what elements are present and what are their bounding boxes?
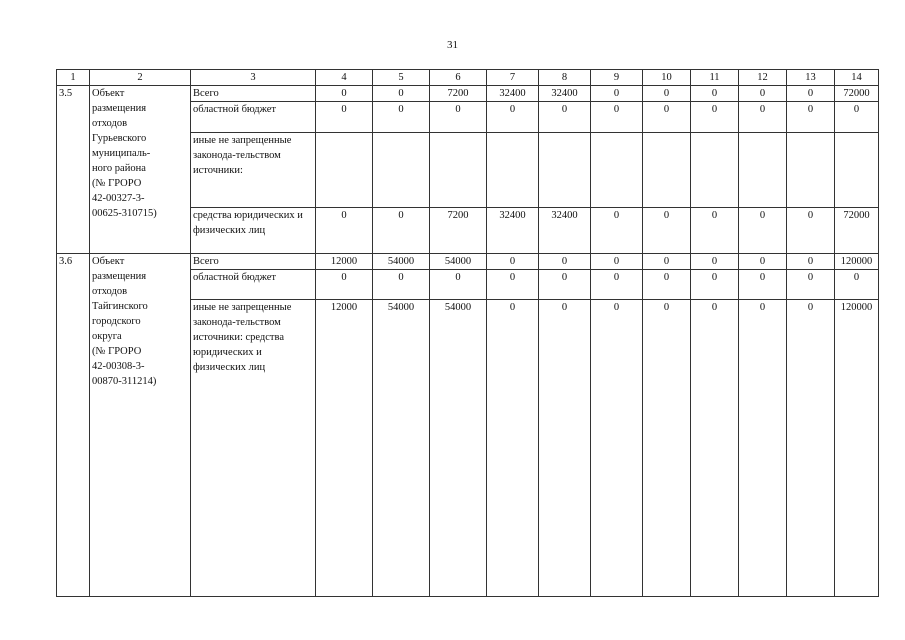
value-cell: 0 xyxy=(430,270,487,300)
value-cell: 0 xyxy=(787,270,835,300)
value-cell: 0 xyxy=(691,102,739,133)
value-cell: 54000 xyxy=(373,300,430,597)
object-name-line: ного района xyxy=(92,163,146,174)
object-name xyxy=(90,86,191,254)
header-cell: 7 xyxy=(487,70,539,86)
value-cell xyxy=(691,133,739,208)
value-cell: 32400 xyxy=(487,86,539,102)
value-cell: 0 xyxy=(316,270,373,300)
value-cell: 0 xyxy=(787,254,835,270)
header-cell: 10 xyxy=(643,70,691,86)
object-name-line: 42-00327-3- xyxy=(92,193,145,204)
value-cell: 0 xyxy=(691,270,739,300)
funding-source: иные не запрещенные законода-тельством источники: xyxy=(191,133,316,208)
value-cell: 0 xyxy=(316,208,373,254)
budget-table xyxy=(56,69,879,597)
object-name-line: 00870-311214) xyxy=(92,376,157,387)
value-cell: 0 xyxy=(591,270,643,300)
object-name-line: 00625-310715) xyxy=(92,208,157,219)
value-cell xyxy=(643,133,691,208)
value-cell xyxy=(835,133,879,208)
value-cell: 0 xyxy=(787,300,835,597)
value-cell: 0 xyxy=(591,208,643,254)
funding-source: средства юридических и физических лиц xyxy=(191,208,316,254)
header-cell: 13 xyxy=(787,70,835,86)
value-cell: 0 xyxy=(643,270,691,300)
value-cell: 0 xyxy=(835,102,879,133)
value-cell: 32400 xyxy=(539,86,591,102)
object-name-line: отходов xyxy=(92,118,128,129)
value-cell: 0 xyxy=(643,208,691,254)
object-name-line: Объект xyxy=(92,256,125,267)
value-cell: 0 xyxy=(691,86,739,102)
value-cell: 12000 xyxy=(316,300,373,597)
header-cell: 14 xyxy=(835,70,879,86)
value-cell: 12000 xyxy=(316,254,373,270)
value-cell: 54000 xyxy=(430,254,487,270)
page-number: 31 xyxy=(447,39,458,51)
object-name-line: 42-00308-3- xyxy=(92,361,145,372)
object-name-line: (№ ГРОРО xyxy=(92,178,142,189)
value-cell: 0 xyxy=(691,254,739,270)
value-cell xyxy=(373,133,430,208)
header-cell: 6 xyxy=(430,70,487,86)
value-cell: 0 xyxy=(539,300,591,597)
object-name-line: размещения xyxy=(92,103,147,114)
value-cell: 0 xyxy=(487,300,539,597)
value-cell: 0 xyxy=(739,86,787,102)
header-cell: 11 xyxy=(691,70,739,86)
value-cell: 0 xyxy=(835,270,879,300)
value-cell: 0 xyxy=(430,102,487,133)
value-cell: 0 xyxy=(373,270,430,300)
value-cell xyxy=(539,133,591,208)
object-name-line: округа xyxy=(92,331,122,342)
header-cell: 4 xyxy=(316,70,373,86)
section-number: 3.5 xyxy=(57,86,90,254)
object-name-line: городского xyxy=(92,316,141,327)
value-cell: 0 xyxy=(487,270,539,300)
value-cell: 0 xyxy=(787,208,835,254)
value-cell: 0 xyxy=(487,102,539,133)
value-cell: 0 xyxy=(787,86,835,102)
header-cell: 12 xyxy=(739,70,787,86)
value-cell xyxy=(739,133,787,208)
value-cell: 72000 xyxy=(835,208,879,254)
value-cell: 0 xyxy=(643,300,691,597)
object-name-line: размещения xyxy=(92,271,147,282)
value-cell: 0 xyxy=(539,254,591,270)
value-cell xyxy=(787,133,835,208)
object-name-line: муниципаль- xyxy=(92,148,151,159)
value-cell: 0 xyxy=(739,300,787,597)
header-cell: 3 xyxy=(191,70,316,86)
funding-source: областной бюджет xyxy=(191,270,316,300)
table-row xyxy=(57,86,879,102)
value-cell: 32400 xyxy=(539,208,591,254)
value-cell: 0 xyxy=(591,102,643,133)
value-cell: 0 xyxy=(739,254,787,270)
value-cell: 0 xyxy=(373,86,430,102)
value-cell: 120000 xyxy=(835,254,879,270)
value-cell: 32400 xyxy=(487,208,539,254)
value-cell: 0 xyxy=(787,102,835,133)
object-name-line: Объект xyxy=(92,88,125,99)
value-cell: 0 xyxy=(643,86,691,102)
value-cell: 0 xyxy=(487,254,539,270)
value-cell: 120000 xyxy=(835,300,879,597)
value-cell: 0 xyxy=(591,86,643,102)
value-cell: 72000 xyxy=(835,86,879,102)
value-cell: 0 xyxy=(591,254,643,270)
header-cell: 9 xyxy=(591,70,643,86)
value-cell: 7200 xyxy=(430,208,487,254)
value-cell xyxy=(316,133,373,208)
funding-source: Всего xyxy=(191,254,316,270)
value-cell: 0 xyxy=(539,270,591,300)
object-name-line: отходов xyxy=(92,286,128,297)
value-cell: 54000 xyxy=(373,254,430,270)
value-cell: 0 xyxy=(373,208,430,254)
funding-source: Всего xyxy=(191,86,316,102)
funding-source: областной бюджет xyxy=(191,102,316,133)
header-cell: 2 xyxy=(90,70,191,86)
value-cell xyxy=(430,133,487,208)
table-row xyxy=(57,254,879,270)
value-cell xyxy=(487,133,539,208)
value-cell: 0 xyxy=(691,208,739,254)
header-cell: 5 xyxy=(373,70,430,86)
value-cell: 0 xyxy=(643,254,691,270)
object-name xyxy=(90,254,191,597)
value-cell: 0 xyxy=(373,102,430,133)
header-row xyxy=(57,70,879,86)
value-cell: 0 xyxy=(739,208,787,254)
header-cell: 8 xyxy=(539,70,591,86)
value-cell: 0 xyxy=(539,102,591,133)
value-cell: 0 xyxy=(316,86,373,102)
value-cell: 0 xyxy=(316,102,373,133)
object-name-line: (№ ГРОРО xyxy=(92,346,142,357)
value-cell: 0 xyxy=(591,300,643,597)
object-name-line: Тайгинского xyxy=(92,301,148,312)
value-cell: 0 xyxy=(739,102,787,133)
value-cell xyxy=(591,133,643,208)
funding-source: иные не запрещенные законода-тельством источники: средства юридических и физических лиц xyxy=(191,300,316,597)
object-name-line: Гурьевского xyxy=(92,133,147,144)
section-number: 3.6 xyxy=(57,254,90,597)
header-cell: 1 xyxy=(57,70,90,86)
value-cell: 0 xyxy=(691,300,739,597)
value-cell: 54000 xyxy=(430,300,487,597)
value-cell: 7200 xyxy=(430,86,487,102)
value-cell: 0 xyxy=(739,270,787,300)
value-cell: 0 xyxy=(643,102,691,133)
